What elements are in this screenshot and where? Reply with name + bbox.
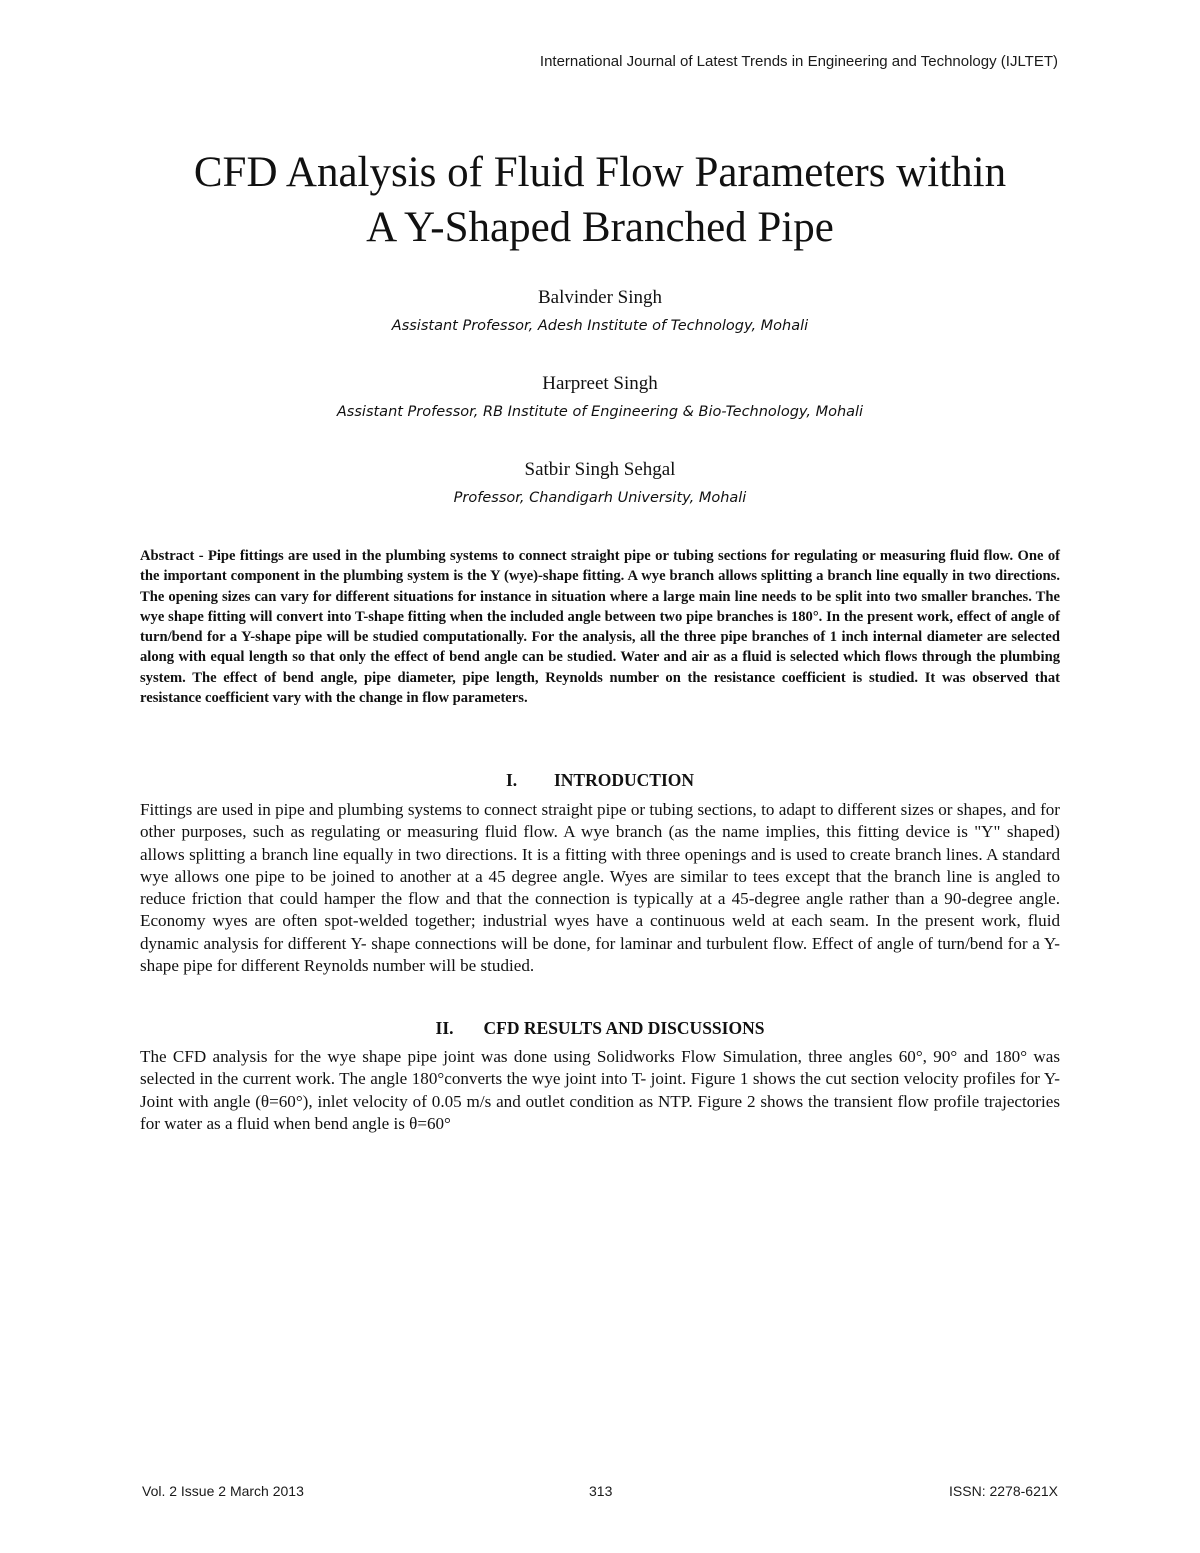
author-block-3 xyxy=(100,458,1100,510)
footer-volume: Vol. 2 Issue 2 March 2013 xyxy=(142,1483,304,1499)
author-name: Satbir Singh Sehgal xyxy=(524,459,676,480)
author-affiliation: Professor, Chandigarh University, Mohali xyxy=(453,490,747,506)
author-block-1 xyxy=(100,286,1100,338)
section-title: CFD RESULTS AND DISCUSSIONS xyxy=(483,1018,765,1038)
author-block-2 xyxy=(100,372,1100,424)
journal-header: International Journal of Latest Trends in Engineering and Technology (IJLTET) xyxy=(539,53,1058,70)
footer-page-number: 313 xyxy=(589,1483,613,1499)
author-affiliation: Assistant Professor, Adesh Institute of Technology, Mohali xyxy=(391,318,809,334)
abstract: Abstract - Pipe fittings are used in the plumbing systems to connect straight pipe or tubing sections for regulating or measuring fluid flow. One of the important component in the plumbing system is the Y (wye)-shape fitting. A wye branch allows splitting a branch line equally in two directions. The opening sizes can vary for different situations for instance in situation where a large main line needs to be split into two smaller branches. The wye shape fitting will convert into T-shape fitting when the included angle between two pipe branches is 180°. In the present work, effect of angle of turn/bend for a Y-shape pipe will be studied computationally. For the analysis, all the three pipe branches of 1 inch internal diameter are selected along with equal length so that only the effect of bend angle can be studied. Water and air as a fluid is selected which flows through the plumbing system. The effect of bend angle, pipe diameter, pipe length, Reynolds number on the resistance coefficient is studied. It was observed that resistance coefficient vary with the change in flow parameters. xyxy=(140,548,1060,707)
paper-title xyxy=(100,145,1100,255)
section-heading-results xyxy=(140,1017,1060,1039)
section-number: II. xyxy=(435,1018,454,1038)
footer-issn: ISSN: 2278-621X xyxy=(949,1483,1058,1499)
section-title: INTRODUCTION xyxy=(553,770,695,790)
author-name: Balvinder Singh xyxy=(537,287,663,308)
author-name: Harpreet Singh xyxy=(542,373,658,394)
section-body-introduction: Fittings are used in pipe and plumbing systems to connect straight pipe or tubing sections, to adapt to different sizes or shapes, and for other purposes, such as regulating or measuring fluid flow. A wye branch (as the name implies, this fitting device is "Y" shaped) allows splitting a branch line equally in two directions. It is a fitting with three openings and is used to create branch lines. A standard wye allows one pipe to be joined to another at a 45 degree angle. Wyes are similar to tees except that the branch line is angled to reduce friction that could hamper the flow and that the connection is typically at a 45-degree angle rather than a 90-degree angle. Economy wyes are often spot-welded together; industrial wyes have a continuous weld at each seam. In the present work, fluid dynamic analysis for different Y- shape connections will be done, for laminar and turbulent flow. Effect of angle of turn/bend for a Y-shape pipe for different Reynolds number will be studied. xyxy=(140,800,1060,976)
section-heading-introduction xyxy=(140,769,1060,791)
author-affiliation: Assistant Professor, RB Institute of Engineering & Bio-Technology, Mohali xyxy=(336,404,864,420)
section-number: I. xyxy=(505,770,518,790)
paper-title-line-1: CFD Analysis of Fluid Flow Parameters within xyxy=(193,149,1007,196)
paper-title-line-2: A Y-Shaped Branched Pipe xyxy=(366,204,834,251)
section-body-results: The CFD analysis for the wye shape pipe joint was done using Solidworks Flow Simulation, three angles 60°, 90° and 180° was selected in the current work. The angle 180°converts the wye joint into T- joint. Figure 1 shows the cut section velocity profiles for Y-Joint with angle (θ=60°), inlet velocity of 0.05 m/s and outlet condition as NTP. Figure 2 shows the transient flow profile trajectories for water as a fluid when bend angle is θ=60° xyxy=(140,1047,1060,1133)
